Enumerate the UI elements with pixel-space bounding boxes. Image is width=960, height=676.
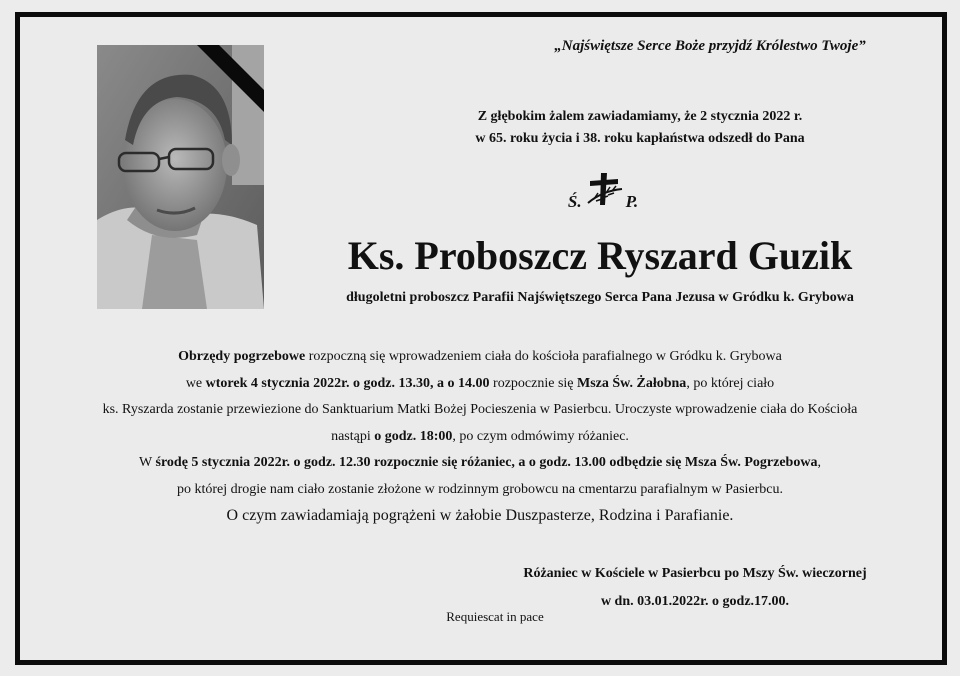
- rosary-note: [470, 560, 920, 616]
- sp-s: Ś.: [567, 192, 582, 211]
- deceased-name: Ks. Proboszcz Ryszard Guzik: [347, 233, 853, 278]
- details-line-1-bold: Obrzędy pogrzebowe: [178, 349, 306, 364]
- details-line-5: [30, 450, 930, 477]
- details-line-4-b: o godz. 18:00: [374, 428, 453, 444]
- details-line-2-c: rozpocznie się: [489, 375, 577, 391]
- details-line-6: po której drogie nam ciało zostanie złożone w rodzinnym grobowcu na cmentarzu parafialnym w Pasierbcu.: [176, 481, 784, 497]
- details-line-1-rest: rozpoczną się wprowadzeniem ciała do kościoła parafialnego w Gródku k. Grybowa: [305, 349, 782, 364]
- rosary-line-2: w dn. 03.01.2022r. o godz.17.00.: [600, 594, 790, 609]
- portrait-photo: [97, 45, 264, 309]
- details-line-5-b: środę 5 stycznia 2022r. o godz. 12.30 rozpocznie się różaniec, a o godz. 13.00 odbędzie się Msza Św. Pogrzebowa: [155, 455, 818, 470]
- funeral-details: [30, 344, 930, 530]
- details-line-4-c: , po czym odmówimy różaniec.: [452, 428, 629, 444]
- details-line-2-b: wtorek 4 stycznia 2022r. o godz. 13.30, a o 14.00: [205, 375, 490, 391]
- details-line-4: [30, 424, 930, 451]
- details-line-2: [30, 371, 930, 398]
- details-line-1: [30, 344, 930, 371]
- requiescat-text: Requiescat in pace: [446, 609, 544, 624]
- cross-with-palm-icon: [584, 171, 624, 212]
- deceased-role: długoletni proboszcz Parafii Najświętszego Serca Pana Jezusa w Gródku k. Grybowa: [346, 290, 854, 305]
- motto: „Najświętsze Serce Boże przyjdź Królestwo Twoje”: [554, 38, 866, 54]
- sp-mark: [548, 172, 658, 212]
- priest-portrait-icon: [97, 45, 264, 309]
- details-line-5-a: W: [139, 455, 156, 470]
- details-line-5-c: ,: [817, 455, 821, 470]
- intro-line-2: w 65. roku życia i 38. roku kapłaństwa odszedł do Pana: [475, 131, 805, 146]
- intro-text: [380, 106, 900, 150]
- rosary-line-1: Różaniec w Kościele w Pasierbcu po Mszy Św. wieczornej: [523, 566, 867, 581]
- details-line-3: ks. Ryszarda zostanie przewiezione do Sanktuarium Matki Bożej Pocieszenia w Pasierbcu. Uroczyste wprowadzenie ciała do Kościoła: [102, 402, 858, 417]
- details-line-2-a: we: [185, 375, 206, 391]
- details-line-4-a: nastąpi: [331, 428, 375, 444]
- sp-p: P.: [625, 192, 639, 211]
- details-line-2-d: Msza Św. Żałobna: [577, 375, 687, 391]
- intro-line-1: Z głębokim żalem zawiadamiamy, że 2 stycznia 2022 r.: [477, 109, 803, 124]
- details-line-2-e: , po której ciało: [686, 375, 775, 391]
- details-line-7: O czym zawiadamiają pogrążeni w żałobie Duszpasterze, Rodzina i Parafianie.: [226, 507, 734, 524]
